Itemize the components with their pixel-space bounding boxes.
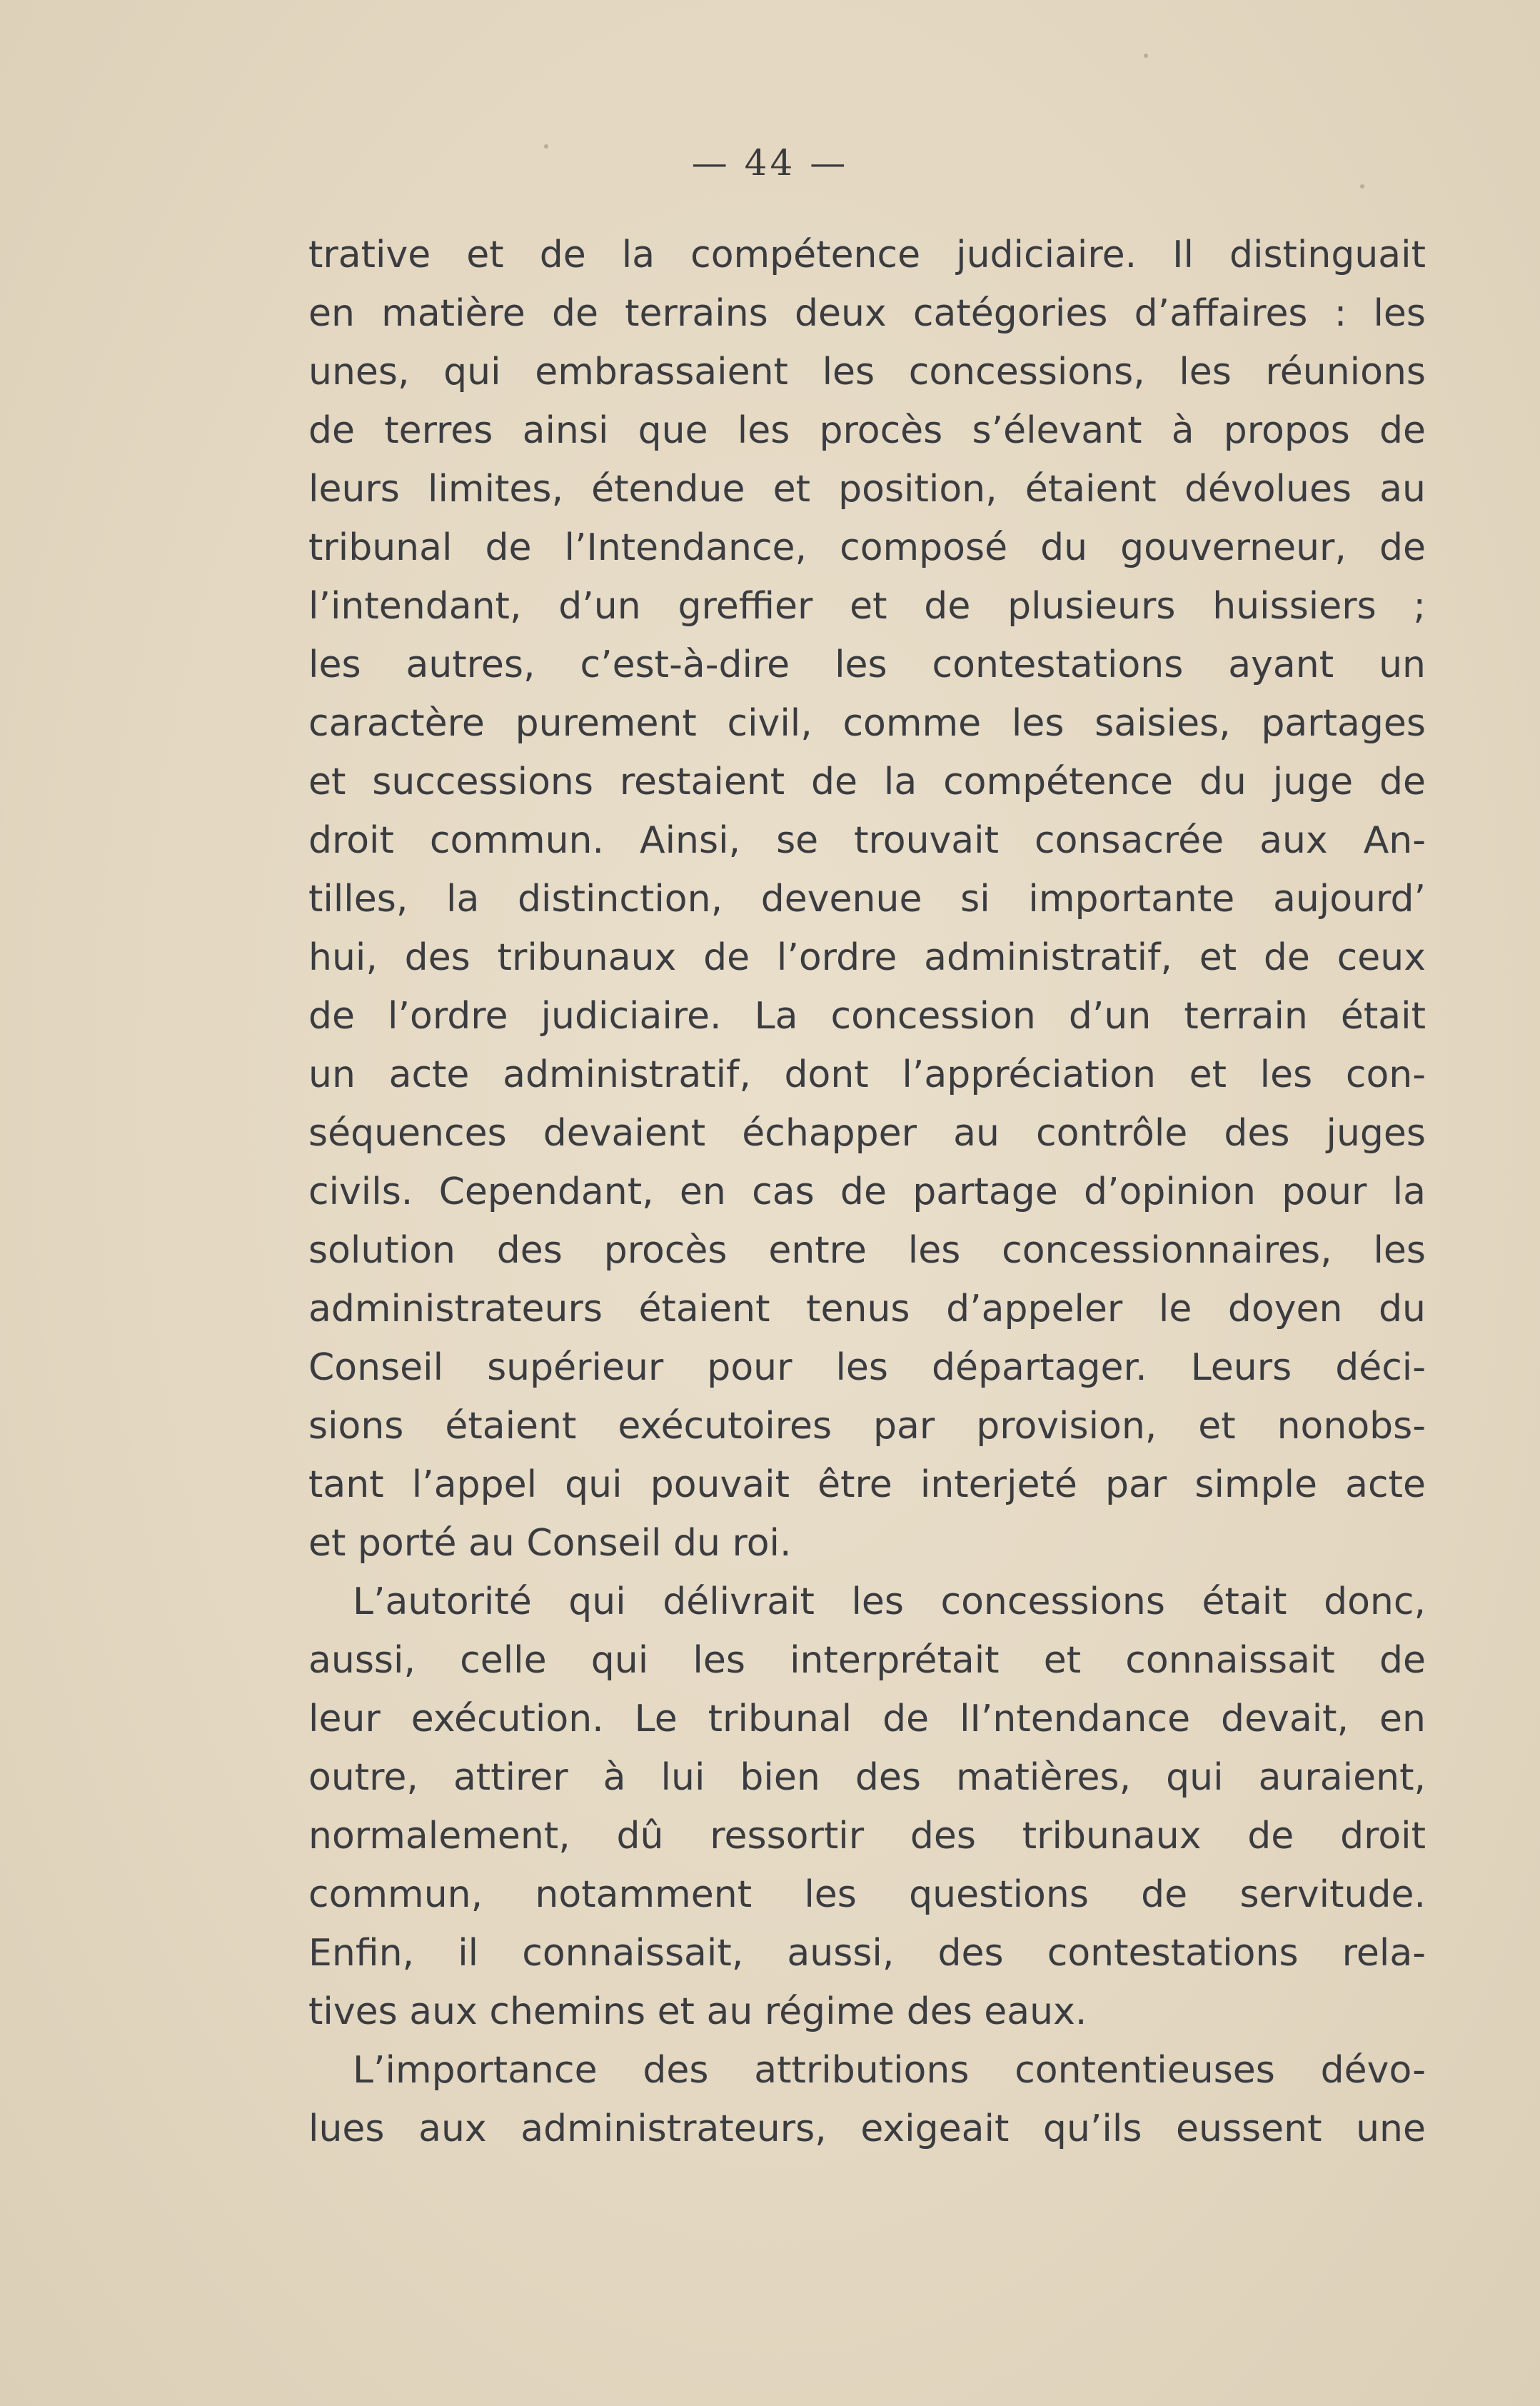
- text-line: solution des procès entre les concessionnaires, les: [308, 1229, 1426, 1272]
- text-line: l’intendant, d’un greffier et de plusieurs huissiers ;: [308, 585, 1426, 628]
- text-line: séquences devaient échapper au contrôle des juges: [308, 1112, 1426, 1155]
- paper-speck: [1360, 184, 1364, 189]
- text-line: et successions restaient de la compétence du juge de: [308, 761, 1426, 803]
- text-line: normalement, dû ressortir des tribunaux de droit: [308, 1815, 1426, 1858]
- text-line: outre, attirer à lui bien des matières, qui auraient,: [308, 1756, 1426, 1799]
- paper-speck: [1144, 54, 1148, 58]
- text-line: aussi, celle qui les interprétait et connaissait de: [308, 1639, 1426, 1682]
- text-line: unes, qui embrassaient les concessions, les réunions: [308, 351, 1426, 394]
- paper-speck: [544, 144, 548, 149]
- text-line: caractère purement civil, comme les saisies, partages: [308, 702, 1426, 745]
- text-line: tant l’appel qui pouvait être interjeté par simple acte: [308, 1463, 1426, 1506]
- text-line: leurs limites, étendue et position, étaient dévolues au: [308, 468, 1426, 511]
- paragraph-end-line: et porté au Conseil du roi.: [308, 1522, 792, 1565]
- text-line: un acte administratif, dont l’appréciation et les con-: [308, 1053, 1426, 1096]
- text-line: tribunal de l’Intendance, composé du gouverneur, de: [308, 526, 1426, 569]
- text-line: leur exécution. Le tribunal de lI’ntendance devait, en: [308, 1698, 1426, 1740]
- text-line: en matière de terrains deux catégories d’affaires : les: [308, 292, 1426, 335]
- text-line: de terres ainsi que les procès s’élevant à propos de: [308, 409, 1426, 452]
- text-line: tilles, la distinction, devenue si importante aujourd’: [308, 878, 1426, 921]
- text-line: de l’ordre judiciaire. La concession d’un terrain était: [308, 995, 1426, 1038]
- paragraph-end-line: tives aux chemins et au régime des eaux.: [308, 1990, 1087, 2033]
- text-line: les autres, c’est-à-dire les contestations ayant un: [308, 643, 1426, 686]
- text-line: sions étaient exécutoires par provision, et nonobs-: [308, 1405, 1426, 1448]
- text-line: Enfin, il connaissait, aussi, des contestations rela-: [308, 1932, 1426, 1975]
- text-line: hui, des tribunaux de l’ordre administratif, et de ceux: [308, 936, 1426, 979]
- text-line: trative et de la compétence judiciaire. Il distinguait: [308, 234, 1426, 276]
- text-line: administrateurs étaient tenus d’appeler le doyen du: [308, 1288, 1426, 1330]
- paragraph-start-line: L’importance des attributions contentieuses dévo-: [353, 2049, 1426, 2092]
- text-line: civils. Cependant, en cas de partage d’opinion pour la: [308, 1171, 1426, 1213]
- text-line: droit commun. Ainsi, se trouvait consacrée aux An-: [308, 819, 1426, 862]
- text-line: commun, notamment les questions de servitude.: [308, 1873, 1426, 1916]
- body-text: [308, 226, 1426, 2158]
- text-line: lues aux administrateurs, exigeait qu’ils eussent une: [308, 2107, 1426, 2150]
- text-line: Conseil supérieur pour les départager. Leurs déci-: [308, 1346, 1426, 1389]
- page-number: — 44 —: [691, 142, 849, 184]
- paragraph-start-line: L’autorité qui délivrait les concessions était donc,: [353, 1580, 1426, 1623]
